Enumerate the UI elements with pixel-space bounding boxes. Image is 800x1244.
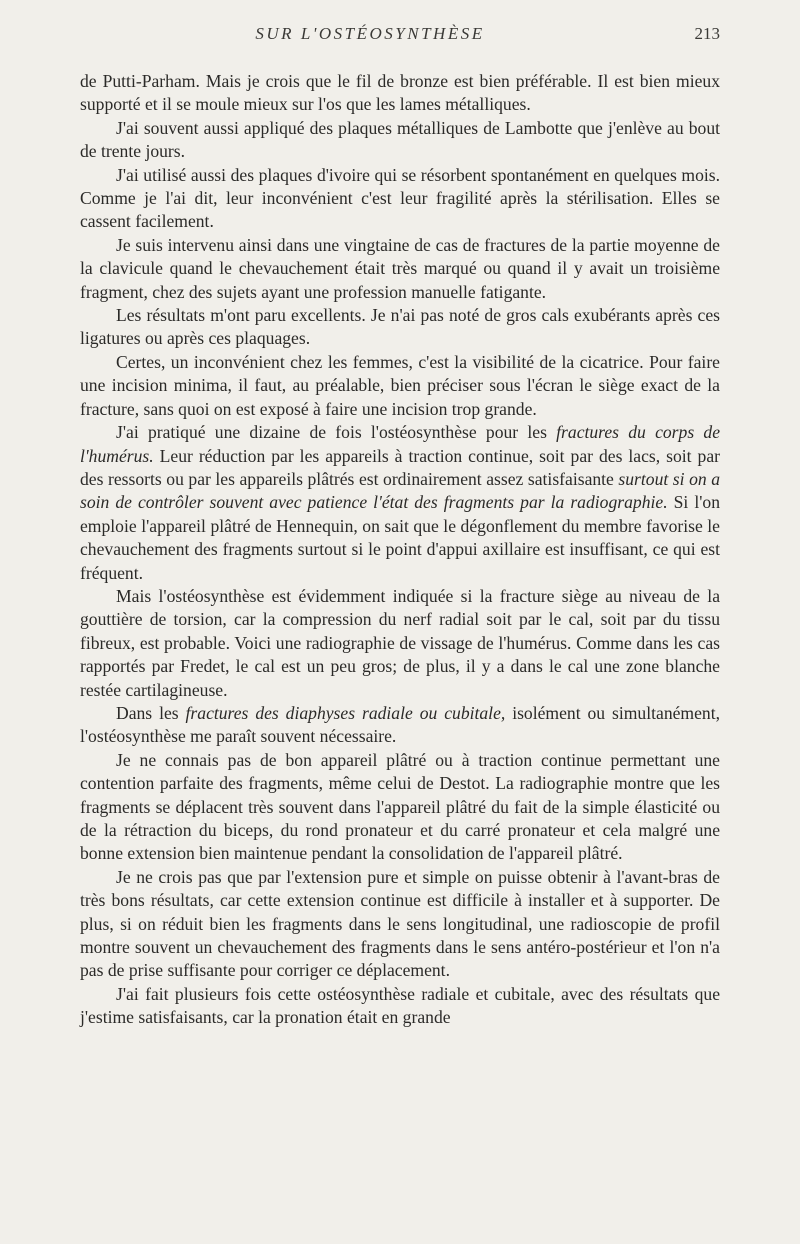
running-title: SUR L'OSTÉOSYNTHÈSE (255, 24, 485, 43)
text-run: de Putti-Parham. Mais je crois que le fil de bronze est bien préférable. Il est bien mieux supporté et il se moule mieux sur l'os que les lames métalliques. (80, 71, 720, 115)
text-run: Mais l'ostéosynthèse est évidemment indiquée si la fracture siège au niveau de la gouttière de torsion, car la compression du nerf radial soit par le cal, soit par du tissu fibreux, est probable. Voici une radiographie de vissage de l'humérus. Comme dans les cas rapportés par Fredet, le cal est un peu gros; de plus, il y a dans le cal une zone blanche restée cartilagineuse. (80, 585, 720, 700)
italic-text: surtout si on a soin de contrôler souvent avec patience l'état des fragments par la radiographie. (80, 468, 720, 513)
text-run: J'ai souvent aussi appliqué des plaques métalliques de Lambotte que j'enlève au bout de trente jours. (80, 117, 720, 162)
page-number: 213 (694, 24, 720, 43)
text-run: J'ai pratiqué une dizaine de fois l'ostéosynthèse pour les (116, 422, 557, 443)
text-run: J'ai utilisé aussi des plaques d'ivoire qui se résorbent spontanément en quelques mois. Comme je l'ai dit, leur inconvénient c'est leur fragilité après la stérilisation. Elles se cassent facilement. (80, 164, 720, 232)
paragraph (80, 421, 720, 585)
paragraph (80, 70, 720, 117)
text-run: Je ne connais pas de bon appareil plâtré ou à traction continue permettant une contention parfaite des fragments, même celui de Destot. La radiographie montre que les fragments se déplacent très souvent dans l'appareil plâtré du fait de la simple élasticité ou de la rétraction du biceps, du rond pronateur et du carré pronateur et cela malgré une bonne extension bien maintenue pendant la consolidation de l'appareil plâtré. (80, 749, 720, 864)
italic-text: fractures des diaphyses radiale ou cubitale, (185, 702, 506, 723)
paragraph (80, 983, 720, 1030)
text-run: Les résultats m'ont paru excellents. Je n'ai pas noté de gros cals exubérants après ces ligatures ou après ces plaquages. (80, 305, 720, 349)
paragraph (80, 304, 720, 351)
text-run: Je ne crois pas que par l'extension pure et simple on puisse obtenir à l'avant-bras de très bons résultats, car cette extension continue est difficile à installer et à supporter. De plus, si on réduit bien les fragments dans le sens longitudinal, une radioscopie de profil montre souvent un chevauchement des fragments dans le sens antéro-postérieur et l'on n'a pas de prise suffisante pour corriger ce déplacement. (80, 866, 720, 981)
paragraph (80, 866, 720, 983)
paragraph (80, 585, 720, 702)
text-run: Leur réduction par les appareils à traction continue, soit par des lacs, soit par des ressorts ou par les appareils plâtrés est ordinairement assez satisfaisante (80, 445, 720, 489)
text-run: Certes, un inconvénient chez les femmes, c'est la visibilité de la cicatrice. Pour faire une incision minima, il faut, au préalable, bien préciser sous l'écran le siège exact de la fracture, sans quoi on est exposé à faire une incision trop grande. (80, 351, 720, 419)
paragraph (80, 164, 720, 234)
text-run: Je suis intervenu ainsi dans une vingtaine de cas de fractures de la partie moyenne de la clavicule quand le chevauchement était très marqué ou quand il y avait un troisième fragment, chez des sujets ayant une profession manuelle fatigante. (80, 234, 720, 302)
paragraph (80, 749, 720, 866)
body-text (80, 70, 720, 1030)
text-run: J'ai fait plusieurs fois cette ostéosynthèse radiale et cubitale, avec des résultats que j'estime satisfaisants, car la pronation était en grande (80, 983, 720, 1028)
paragraph (80, 702, 720, 749)
paragraph (80, 351, 720, 421)
text-run: Si l'on emploie l'appareil plâtré de Hennequin, on sait que le dégonflement du membre favorise le chevauchement des fragments surtout si le point d'appui axillaire est insuffisant, ce qui est fréquent. (80, 492, 720, 583)
italic-text: fractures du corps de l'humérus. (80, 422, 720, 466)
text-run: isolément ou simultanément, l'ostéosynthèse me paraît souvent nécessaire. (80, 702, 720, 747)
paragraph (80, 234, 720, 304)
text-run: Dans les (116, 702, 186, 723)
page-header (80, 24, 720, 52)
paragraph (80, 117, 720, 164)
